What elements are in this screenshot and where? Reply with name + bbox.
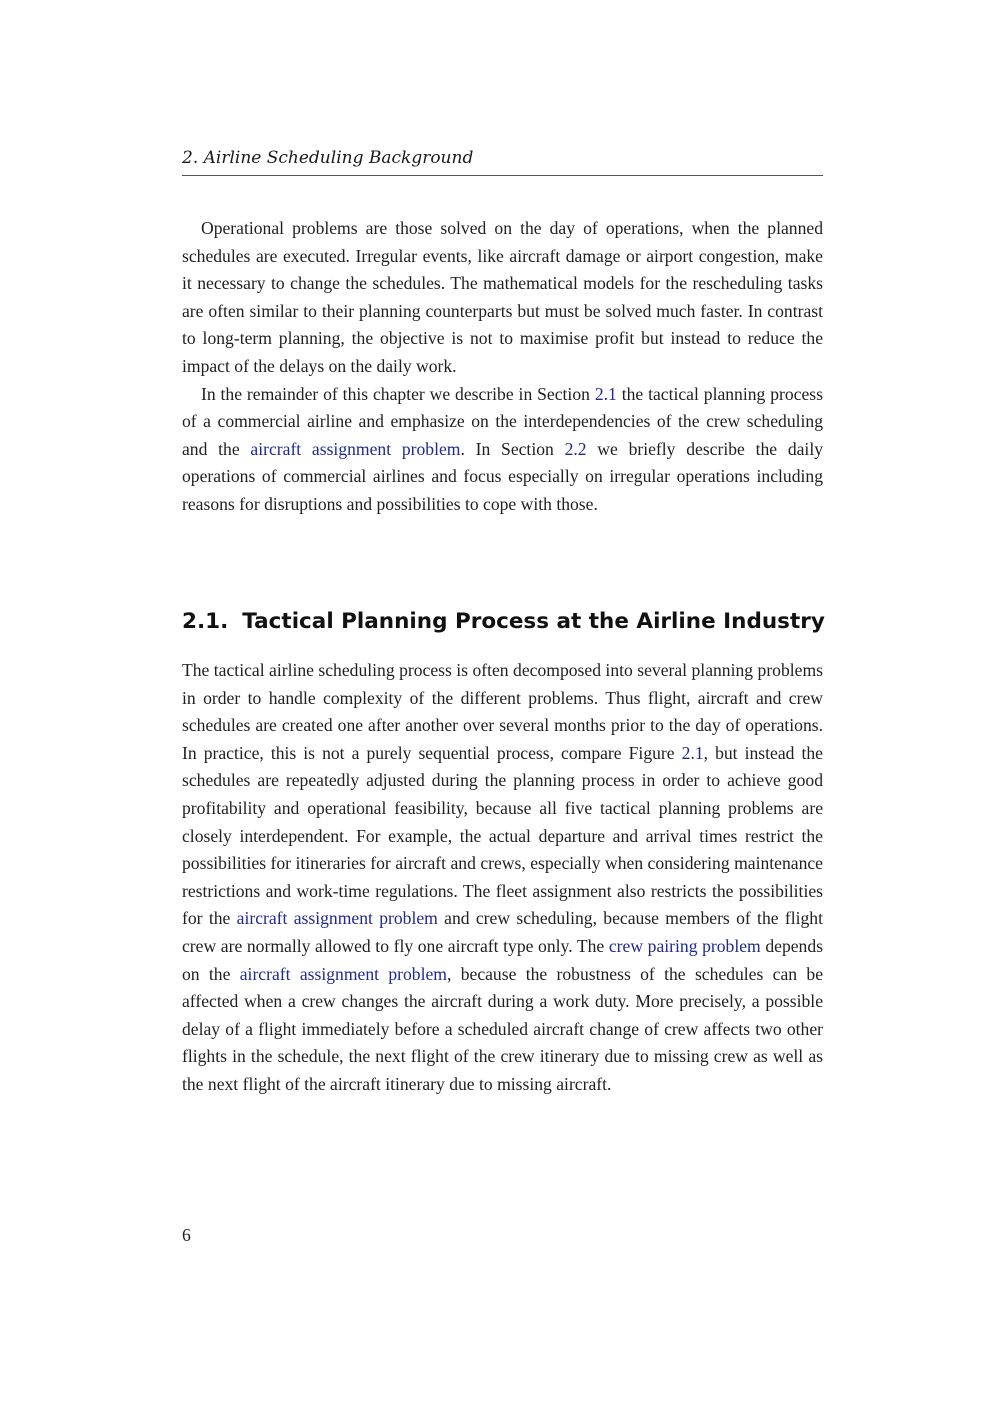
section-title: Tactical Planning Process at the Airline Industry xyxy=(242,609,825,634)
page-number: 6 xyxy=(182,1225,191,1245)
text-run: The tactical airline scheduling process is often decomposed into several planning problems in order to handle complexity of the different problems. Thus flight, aircraft and crew schedules are created one after another over several months prior to the day of operations. In practice, this is not a purely sequential process, compare Figure xyxy=(182,660,823,763)
intro-paragraphs xyxy=(182,215,823,519)
text-run: we briefly describe the daily operations of commercial airlines and focus especially on irregular operations including reasons for disruptions and possibilities to cope with those. xyxy=(182,438,823,514)
section-ref-2-1[interactable]: 2.1 xyxy=(594,383,617,404)
text-run: , because the robustness of the schedules can be affected when a crew changes the aircraft during a work duty. More precisely, a possible delay of a flight immediately before a scheduled aircraft change of crew affects two other flights in the schedule, the next flight of the crew itinerary due to missing crew as well as the next flight of the aircraft itinerary due to missing aircraft. xyxy=(182,963,824,1094)
header-rule xyxy=(182,175,823,176)
paragraph-tactical-process xyxy=(182,657,823,1099)
text-run: depends on the xyxy=(182,935,823,984)
section-heading xyxy=(182,606,823,638)
text-run: the tactical planning process of a commercial airline and emphasize on the interdependencies of the crew scheduling and the xyxy=(182,383,823,459)
text-run: , but instead the schedules are repeatedly adjusted during the planning process in order to achieve good profitability and operational feasibility, because all five tactical planning problems are closely interdependent. For example, the actual departure and arrival times restrict the possibilities for itineraries for aircraft and crews, especially when considering maintenance restrictions and work-time regulations. The fleet assignment also restricts the possibilities for the xyxy=(182,742,823,929)
section-ref-2-2[interactable]: 2.2 xyxy=(564,438,587,459)
paragraph-chapter-outline xyxy=(182,381,823,519)
text-run: and crew scheduling, because members of the flight crew are normally allowed to fly one aircraft type only. The xyxy=(182,908,823,956)
running-header: 2. Airline Scheduling Background xyxy=(182,148,474,168)
section-body xyxy=(182,657,823,1099)
text-run: In the remainder of this chapter we describe in Section xyxy=(201,383,595,404)
text-run: . In Section xyxy=(460,438,565,459)
figure-ref-2-1[interactable]: 2.1 xyxy=(681,742,704,763)
glossary-link-crew-pairing-problem[interactable]: crew pairing problem xyxy=(608,935,761,956)
glossary-link-aircraft-assignment-problem[interactable]: aircraft assignment problem xyxy=(250,438,461,459)
paragraph-operational-problems: Operational problems are those solved on the day of operations, when the planned schedules are executed. Irregular events, like aircraft damage or airport congestion, make it necessary to change the schedules. The mathematical models for the rescheduling tasks are often similar to their planning counterparts but must be solved much faster. In contrast to long-term planning, the objective is not to maximise profit but instead to reduce the impact of the delays on the daily work. xyxy=(182,218,823,376)
glossary-link-aircraft-assignment-problem[interactable]: aircraft assignment problem xyxy=(239,963,447,984)
section-number: 2.1. xyxy=(182,609,229,634)
glossary-link-aircraft-assignment-problem[interactable]: aircraft assignment problem xyxy=(236,908,438,929)
